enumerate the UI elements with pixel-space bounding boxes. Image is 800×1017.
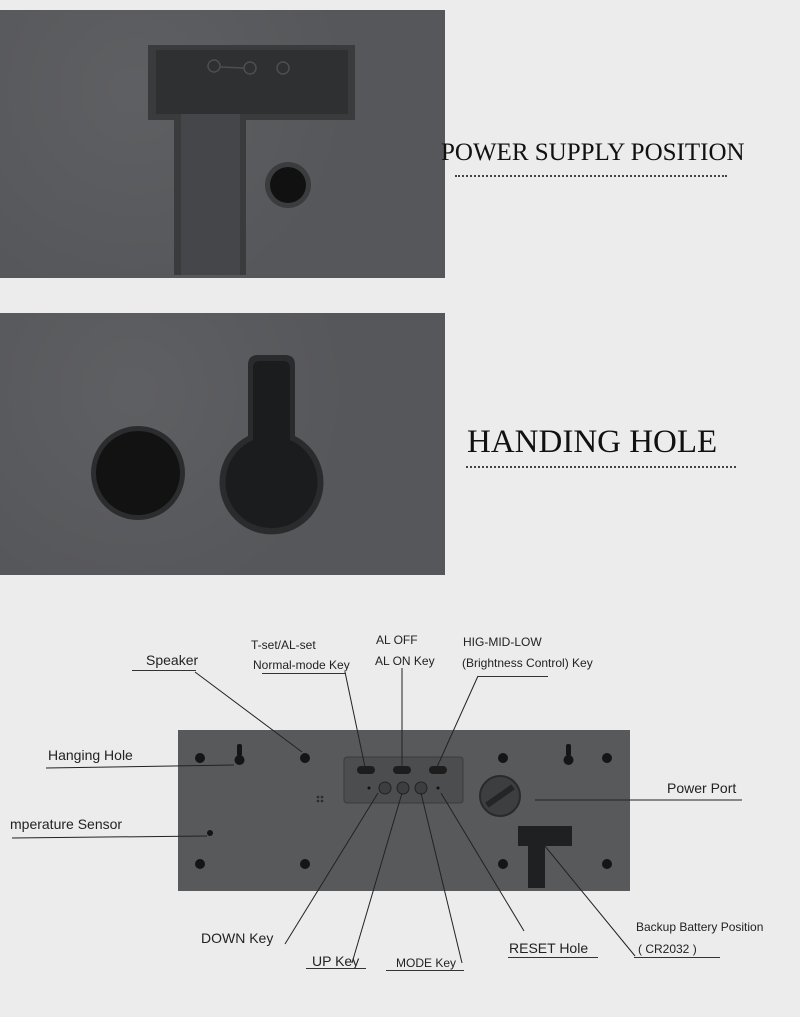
mode-key-label: MODE Key bbox=[396, 956, 457, 970]
temperature-sensor-label: mperature Sensor bbox=[10, 816, 123, 832]
al-off-label: AL OFF bbox=[376, 633, 418, 647]
speaker-label: Speaker bbox=[146, 652, 199, 668]
brightness-label-line2: (Brightness Control) Key bbox=[462, 656, 593, 670]
hanging-hole-label: Hanging Hole bbox=[48, 747, 133, 763]
power-port-label: Power Port bbox=[667, 780, 737, 796]
al-on-label: AL ON Key bbox=[375, 654, 435, 668]
battery-label-line1: Backup Battery Position bbox=[636, 920, 764, 934]
power-supply-caption: POWER SUPPLY POSITION bbox=[441, 139, 745, 166]
battery-label-line2: ( CR2032 ) bbox=[638, 942, 697, 956]
tset-label-line2: Normal-mode Key bbox=[253, 658, 350, 672]
reset-hole-label: RESET Hole bbox=[509, 940, 589, 956]
up-key-label: UP Key bbox=[312, 953, 360, 969]
down-key-label: DOWN Key bbox=[201, 930, 274, 946]
hanging-hole-caption: HANDING HOLE bbox=[467, 424, 718, 460]
tset-label-line1: T-set/AL-set bbox=[251, 638, 316, 652]
brightness-label-line1: HIG-MID-LOW bbox=[463, 635, 542, 649]
